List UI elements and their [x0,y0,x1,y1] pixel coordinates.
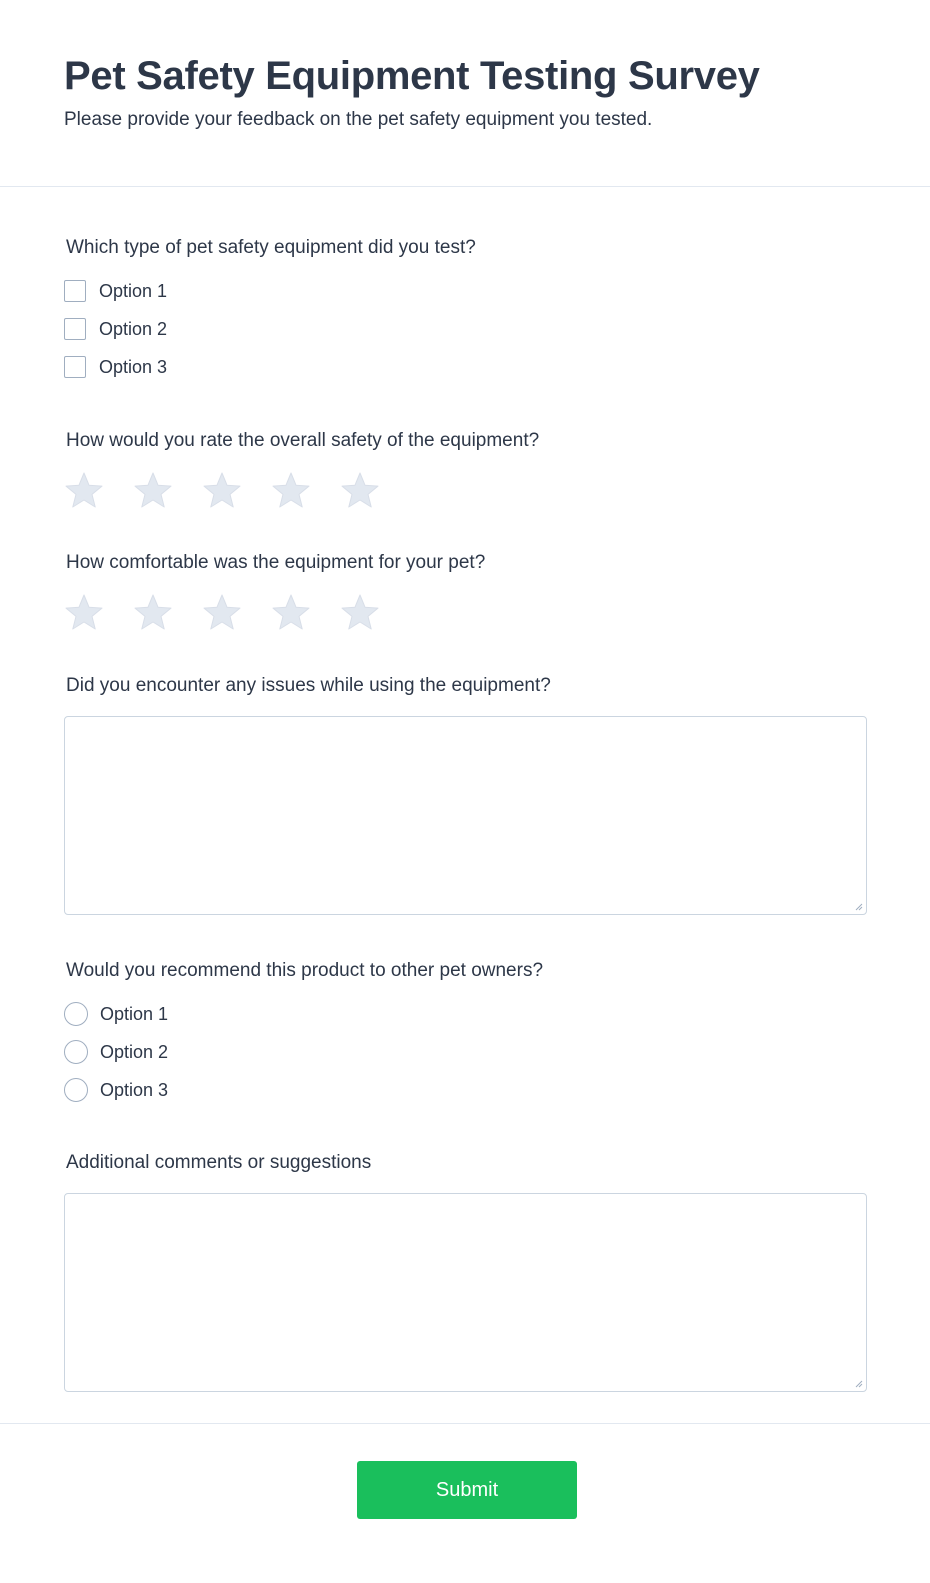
star-icon[interactable] [64,470,104,510]
star-icon[interactable] [133,592,173,632]
star-icon[interactable] [271,592,311,632]
radio-button[interactable] [64,1078,88,1102]
star-icon[interactable] [133,470,173,510]
checkbox[interactable] [64,318,86,340]
option-label: Option 3 [100,1080,169,1100]
page-title: Pet Safety Equipment Testing Survey [64,54,760,98]
question-comments: Additional comments or suggestions [66,1152,372,1173]
option-label: Option 3 [99,357,168,377]
option-label: Option 1 [100,1004,169,1024]
equipment-type-option-1[interactable] [64,278,167,304]
recommend-option-1[interactable] [64,1001,168,1027]
question-comfort-rating: How comfortable was the equipment for your pet? [66,552,486,573]
page-subtitle: Please provide your feedback on the pet safety equipment you tested. [64,109,653,130]
star-icon[interactable] [64,592,104,632]
recommend-option-3[interactable] [64,1077,168,1103]
radio-button[interactable] [64,1002,88,1026]
star-icon[interactable] [202,470,242,510]
resize-grip-icon[interactable] [853,1378,863,1388]
recommend-option-2[interactable] [64,1039,168,1065]
option-label: Option 2 [100,1042,169,1062]
form-header [0,0,930,187]
issues-textarea[interactable] [64,716,867,915]
comments-textarea[interactable] [64,1193,867,1392]
star-icon[interactable] [202,592,242,632]
question-recommend: Would you recommend this product to other pet owners? [66,960,544,981]
star-icon[interactable] [340,592,380,632]
submit-button[interactable]: Submit [357,1461,577,1519]
equipment-type-option-2[interactable] [64,316,167,342]
footer-divider [0,1423,930,1424]
equipment-type-option-3[interactable] [64,354,167,380]
question-safety-rating: How would you rate the overall safety of the equipment? [66,430,540,451]
radio-button[interactable] [64,1040,88,1064]
star-icon[interactable] [340,470,380,510]
comfort-rating-stars[interactable] [64,592,409,632]
checkbox[interactable] [64,356,86,378]
resize-grip-icon[interactable] [853,901,863,911]
option-label: Option 1 [99,281,168,301]
safety-rating-stars[interactable] [64,470,409,510]
question-issues: Did you encounter any issues while using the equipment? [66,675,551,696]
star-icon[interactable] [271,470,311,510]
checkbox[interactable] [64,280,86,302]
question-equipment-type: Which type of pet safety equipment did you test? [66,237,476,258]
option-label: Option 2 [99,319,168,339]
